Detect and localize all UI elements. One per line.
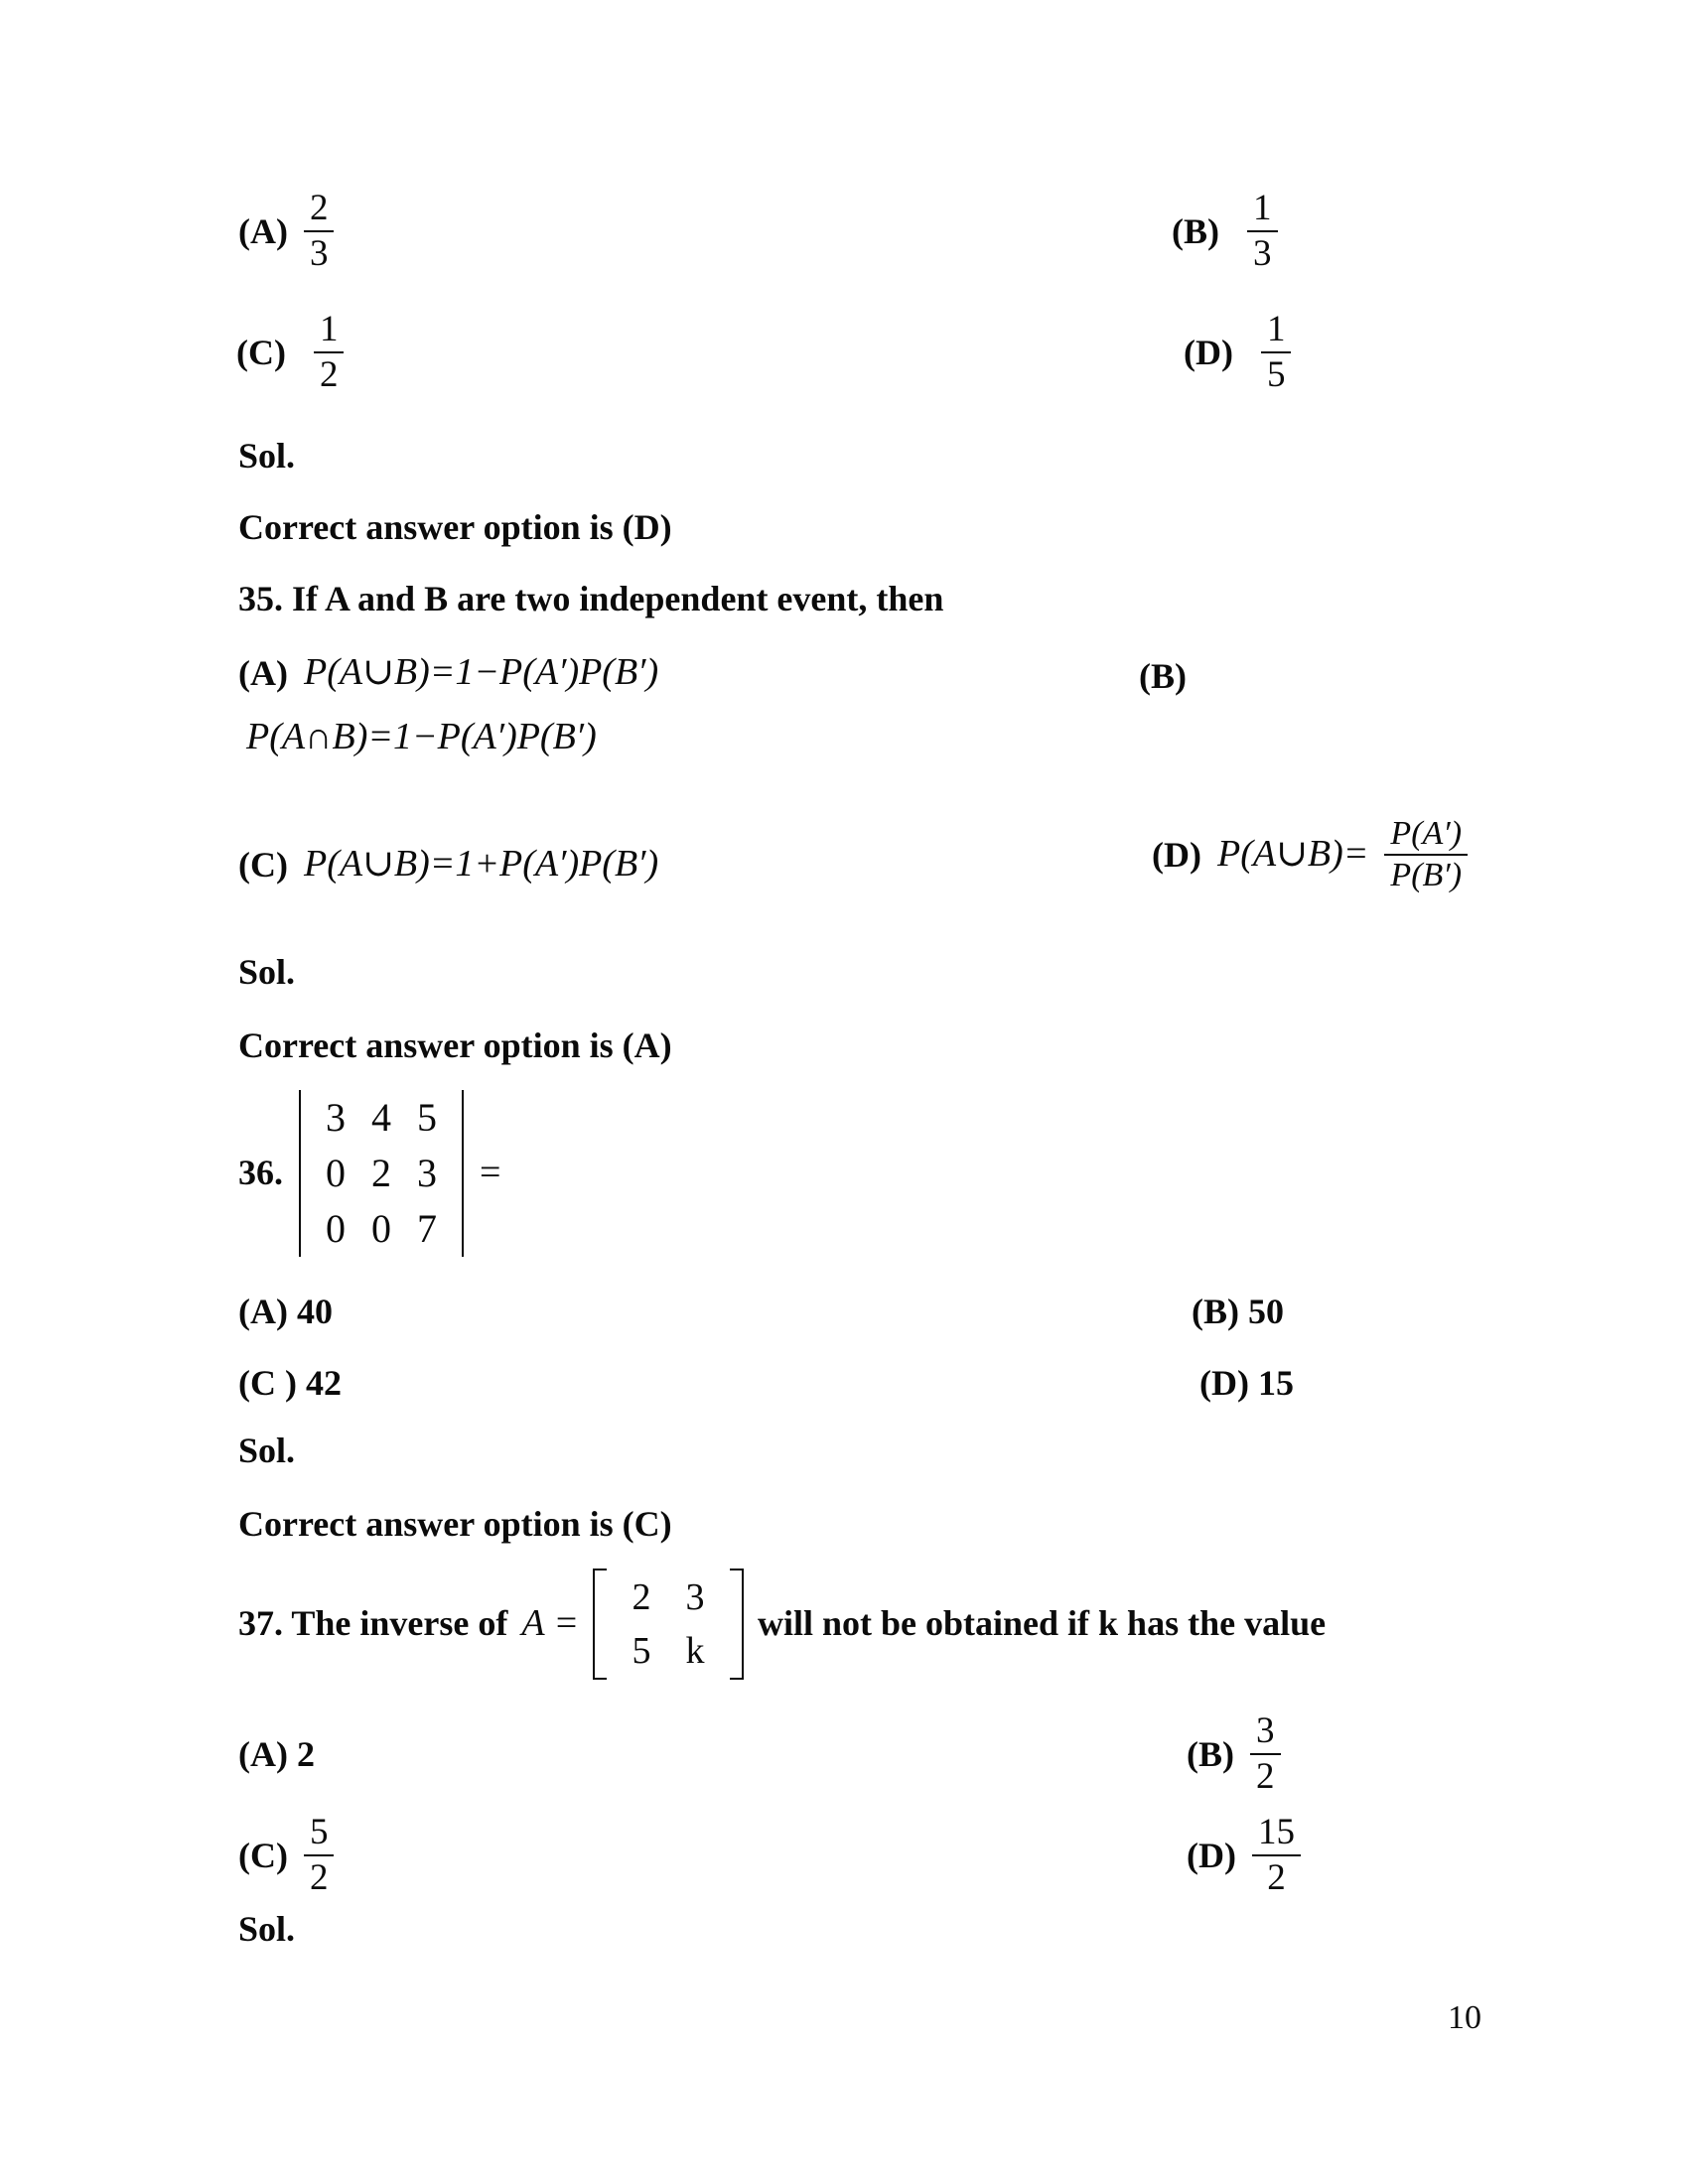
q34-option-a-fraction bbox=[304, 187, 335, 275]
fraction-denominator: P(B′) bbox=[1390, 857, 1463, 894]
q34-option-a-label: (A) bbox=[238, 210, 288, 251]
fraction-denominator: 2 bbox=[1256, 1755, 1275, 1797]
matrix-cell: k bbox=[685, 1630, 705, 1672]
q35-option-b-label: (B) bbox=[1139, 656, 1187, 696]
matrix-cell: 0 bbox=[371, 1206, 391, 1251]
q35-question-text: 35. If A and B are two independent event, then bbox=[238, 579, 944, 618]
q37-option-b-fraction bbox=[1250, 1709, 1281, 1798]
q37-option-d-label: (D) bbox=[1187, 1835, 1236, 1875]
fraction-denominator: 3 bbox=[1253, 232, 1272, 274]
q36-option-d: (D) 15 bbox=[1199, 1363, 1294, 1403]
fraction-numerator: 1 bbox=[1266, 309, 1286, 349]
q36-option-b: (B) 50 bbox=[1192, 1292, 1284, 1331]
q35-option-c-formula: P(A∪B)=1+P(A′)P(B′) bbox=[303, 843, 659, 885]
q37-option-c-label: (C) bbox=[238, 1835, 288, 1875]
q37-option-c-fraction bbox=[304, 1811, 335, 1899]
fraction-denominator: 3 bbox=[309, 232, 329, 274]
fraction-denominator: 2 bbox=[309, 1856, 329, 1898]
q37-question-suffix: will not be obtained if k has the value bbox=[758, 1603, 1327, 1644]
fraction-numerator: 5 bbox=[309, 1812, 329, 1852]
q34-option-c-label: (C) bbox=[236, 332, 286, 372]
q34-option-d-label: (D) bbox=[1184, 332, 1233, 372]
q35-option-c-label: (C) bbox=[238, 844, 288, 885]
q37-option-d-fraction bbox=[1252, 1811, 1301, 1899]
matrix-cell: 3 bbox=[685, 1576, 705, 1618]
q35-sol-label: Sol. bbox=[238, 952, 296, 992]
q37-option-d bbox=[1187, 1811, 1301, 1899]
q34-option-d-fraction bbox=[1261, 308, 1292, 396]
page-number: 10 bbox=[1448, 1999, 1481, 2036]
q37-option-c bbox=[238, 1811, 334, 1899]
q35-option-d-label: (D) bbox=[1152, 835, 1201, 876]
fraction-numerator: 1 bbox=[1253, 188, 1272, 228]
q36-determinant bbox=[299, 1090, 464, 1257]
fraction-denominator: 5 bbox=[1266, 353, 1286, 395]
matrix-cell: 0 bbox=[326, 1206, 346, 1251]
q34-option-c bbox=[236, 308, 344, 396]
q34-option-b-fraction bbox=[1247, 187, 1278, 275]
q36-answer-text: Correct answer option is (C) bbox=[238, 1504, 672, 1544]
q35-option-d bbox=[1152, 814, 1468, 895]
q35-answer-text: Correct answer option is (A) bbox=[238, 1025, 672, 1065]
matrix-cell: 4 bbox=[371, 1095, 391, 1140]
matrix-cell: 7 bbox=[417, 1206, 437, 1251]
q34-sol-label: Sol. bbox=[238, 436, 296, 476]
fraction-numerator: 3 bbox=[1256, 1710, 1275, 1751]
q37-sol-label: Sol. bbox=[238, 1909, 296, 1949]
q35-option-a bbox=[238, 650, 658, 696]
matrix-cell: 5 bbox=[417, 1095, 437, 1140]
q35-option-a-label: (A) bbox=[238, 652, 288, 693]
q37-lhs: A = bbox=[521, 1602, 579, 1645]
matrix-cell: 2 bbox=[371, 1151, 391, 1195]
right-bracket bbox=[730, 1569, 744, 1680]
q35-option-d-lhs: P(A∪B)= bbox=[1216, 833, 1369, 876]
q37-option-b bbox=[1187, 1709, 1281, 1798]
q34-option-a bbox=[238, 187, 334, 275]
q35-option-d-fraction bbox=[1384, 814, 1468, 895]
q36-question bbox=[238, 1090, 500, 1257]
matrix-cell: 3 bbox=[326, 1095, 346, 1140]
q34-answer-text: Correct answer option is (D) bbox=[238, 507, 672, 547]
q36-equals-sign: = bbox=[480, 1152, 501, 1194]
q35-option-a-formula: P(A∪B)=1−P(A′)P(B′) bbox=[303, 651, 659, 693]
fraction-denominator: 2 bbox=[319, 353, 339, 395]
q35-option-b-formula: P(A∩B)=1−P(A′)P(B′) bbox=[246, 716, 597, 757]
matrix-cell: 2 bbox=[632, 1576, 651, 1618]
q36-option-c: (C ) 42 bbox=[238, 1363, 342, 1403]
matrix-cell: 0 bbox=[326, 1151, 346, 1195]
q37-question bbox=[238, 1569, 1326, 1680]
q34-option-c-fraction bbox=[314, 308, 345, 396]
q37-option-b-label: (B) bbox=[1187, 1733, 1234, 1774]
matrix-cell: 3 bbox=[417, 1151, 437, 1195]
q36-option-a: (A) 40 bbox=[238, 1292, 333, 1331]
q34-option-b-label: (B) bbox=[1172, 210, 1219, 251]
fraction-numerator: 2 bbox=[309, 188, 329, 228]
left-bracket bbox=[593, 1569, 607, 1680]
fraction-numerator: P(A′) bbox=[1390, 815, 1463, 852]
q35-option-c bbox=[238, 842, 658, 887]
q37-option-a: (A) 2 bbox=[238, 1734, 315, 1774]
q36-number: 36. bbox=[238, 1153, 283, 1193]
q36-sol-label: Sol. bbox=[238, 1431, 296, 1470]
q37-matrix bbox=[593, 1569, 744, 1680]
matrix-cell: 5 bbox=[632, 1630, 651, 1672]
fraction-numerator: 1 bbox=[319, 309, 339, 349]
matrix-cells bbox=[607, 1569, 730, 1680]
fraction-numerator: 15 bbox=[1257, 1812, 1295, 1852]
q37-question-prefix: 37. The inverse of bbox=[238, 1603, 508, 1644]
fraction-denominator: 2 bbox=[1267, 1856, 1286, 1898]
q34-option-b bbox=[1172, 187, 1278, 275]
q34-option-d bbox=[1184, 308, 1291, 396]
